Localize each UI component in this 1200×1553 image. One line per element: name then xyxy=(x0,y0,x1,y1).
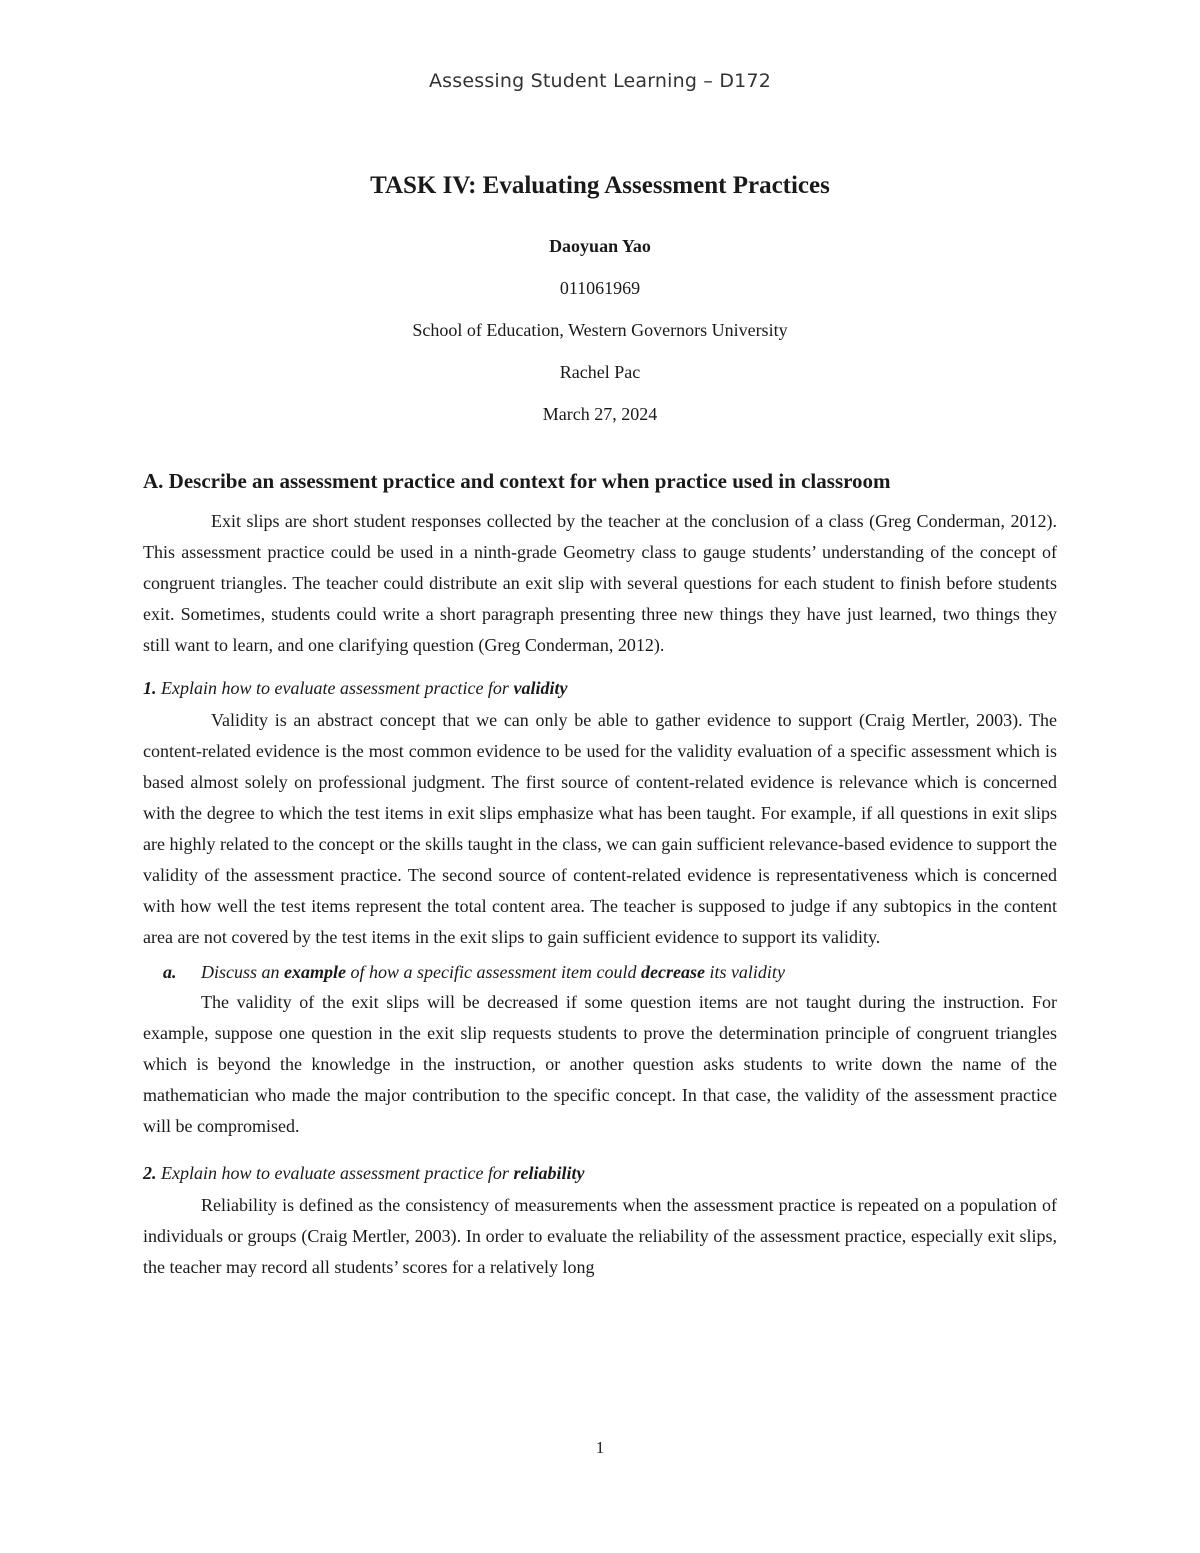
section-1-heading xyxy=(143,673,1057,703)
section-2-heading-text: Explain how to evaluate assessment practice for xyxy=(161,1163,509,1183)
institution: School of Education, Western Governors University xyxy=(412,320,788,340)
section-1-paragraph: Validity is an abstract concept that we can only be able to gather evidence to support (Craig Mertler, 2003). The content-related evidence is the most common evidence to be used for the validity evaluation of a specific assessment which is based almost solely on professional judgment. The first source of content-related evidence is relevance which is concerned with the degree to which the test items in exit slips emphasize what has been taught. For example, if all questions in exit slips are highly related to the concept or the skills taught in the class, we can gain sufficient relevance-based evidence to support the validity of the assessment practice. The second source of content-related evidence is representativeness which is concerned with how well the test items represent the total content area. The teacher is supposed to judge if any subtopics in the content area are not covered by the test items in the exit slips to gain sufficient evidence to support its validity. xyxy=(143,710,1057,947)
section-1a-text-3: its validity xyxy=(709,962,785,982)
student-id: 011061969 xyxy=(559,278,641,298)
section-1a-heading xyxy=(163,957,1057,987)
section-1-number: 1. xyxy=(143,678,157,698)
section-1a-key-1: example xyxy=(284,962,346,982)
document-title: TASK IV: Evaluating Assessment Practices xyxy=(370,172,830,199)
submission-date: March 27, 2024 xyxy=(542,404,658,424)
title-block xyxy=(0,168,1200,444)
section-1-heading-key: validity xyxy=(513,678,568,698)
section-1a-key-2: decrease xyxy=(640,962,705,982)
section-a-paragraph: Exit slips are short student responses collected by the teacher at the conclusion of a class (Greg Conderman, 2012). This assessment practice could be used in a ninth-grade Geometry class to gauge students’ understanding of the concept of congruent triangles. The teacher could distribute an exit slip with several questions for each student to finish before students exit. Sometimes, students could write a short paragraph presenting three new things they have just learned, two things they still want to learn, and one clarifying question (Greg Conderman, 2012). xyxy=(143,511,1057,655)
instructor-name: Rachel Pac xyxy=(559,362,641,382)
author-name: Daoyuan Yao xyxy=(549,236,651,256)
section-a-heading: A. Describe an assessment practice and context for when practice used in classroom xyxy=(143,469,891,493)
document-body xyxy=(143,466,1057,1283)
section-1a-paragraph: The validity of the exit slips will be decreased if some question items are not taught during the instruction. For example, suppose one question in the exit slip requests students to prove the determination principle of congruent triangles which is beyond the knowledge in the instruction, or another question asks students to write down the name of the mathematician who made the major contribution to the specific concept. In that case, the validity of the assessment practice will be compromised. xyxy=(143,992,1057,1136)
section-1a-text-2: of how a specific assessment item could xyxy=(350,962,637,982)
section-1-heading-text: Explain how to evaluate assessment practice for xyxy=(161,678,509,698)
running-header: Assessing Student Learning – D172 xyxy=(428,70,772,92)
section-2-heading-key: reliability xyxy=(513,1163,585,1183)
section-2-number: 2. xyxy=(143,1163,157,1183)
section-1a-marker: a. xyxy=(163,962,177,982)
page-number: 1 xyxy=(595,1438,605,1457)
section-2-heading xyxy=(143,1158,1057,1188)
section-2-paragraph: Reliability is defined as the consistency of measurements when the assessment practice is repeated on a population of individuals or groups (Craig Mertler, 2003). In order to evaluate the reliability of the assessment practice, especially exit slips, the teacher may record all students’ scores for a relatively long xyxy=(143,1195,1057,1277)
section-1a-text-1: Discuss an xyxy=(201,962,280,982)
